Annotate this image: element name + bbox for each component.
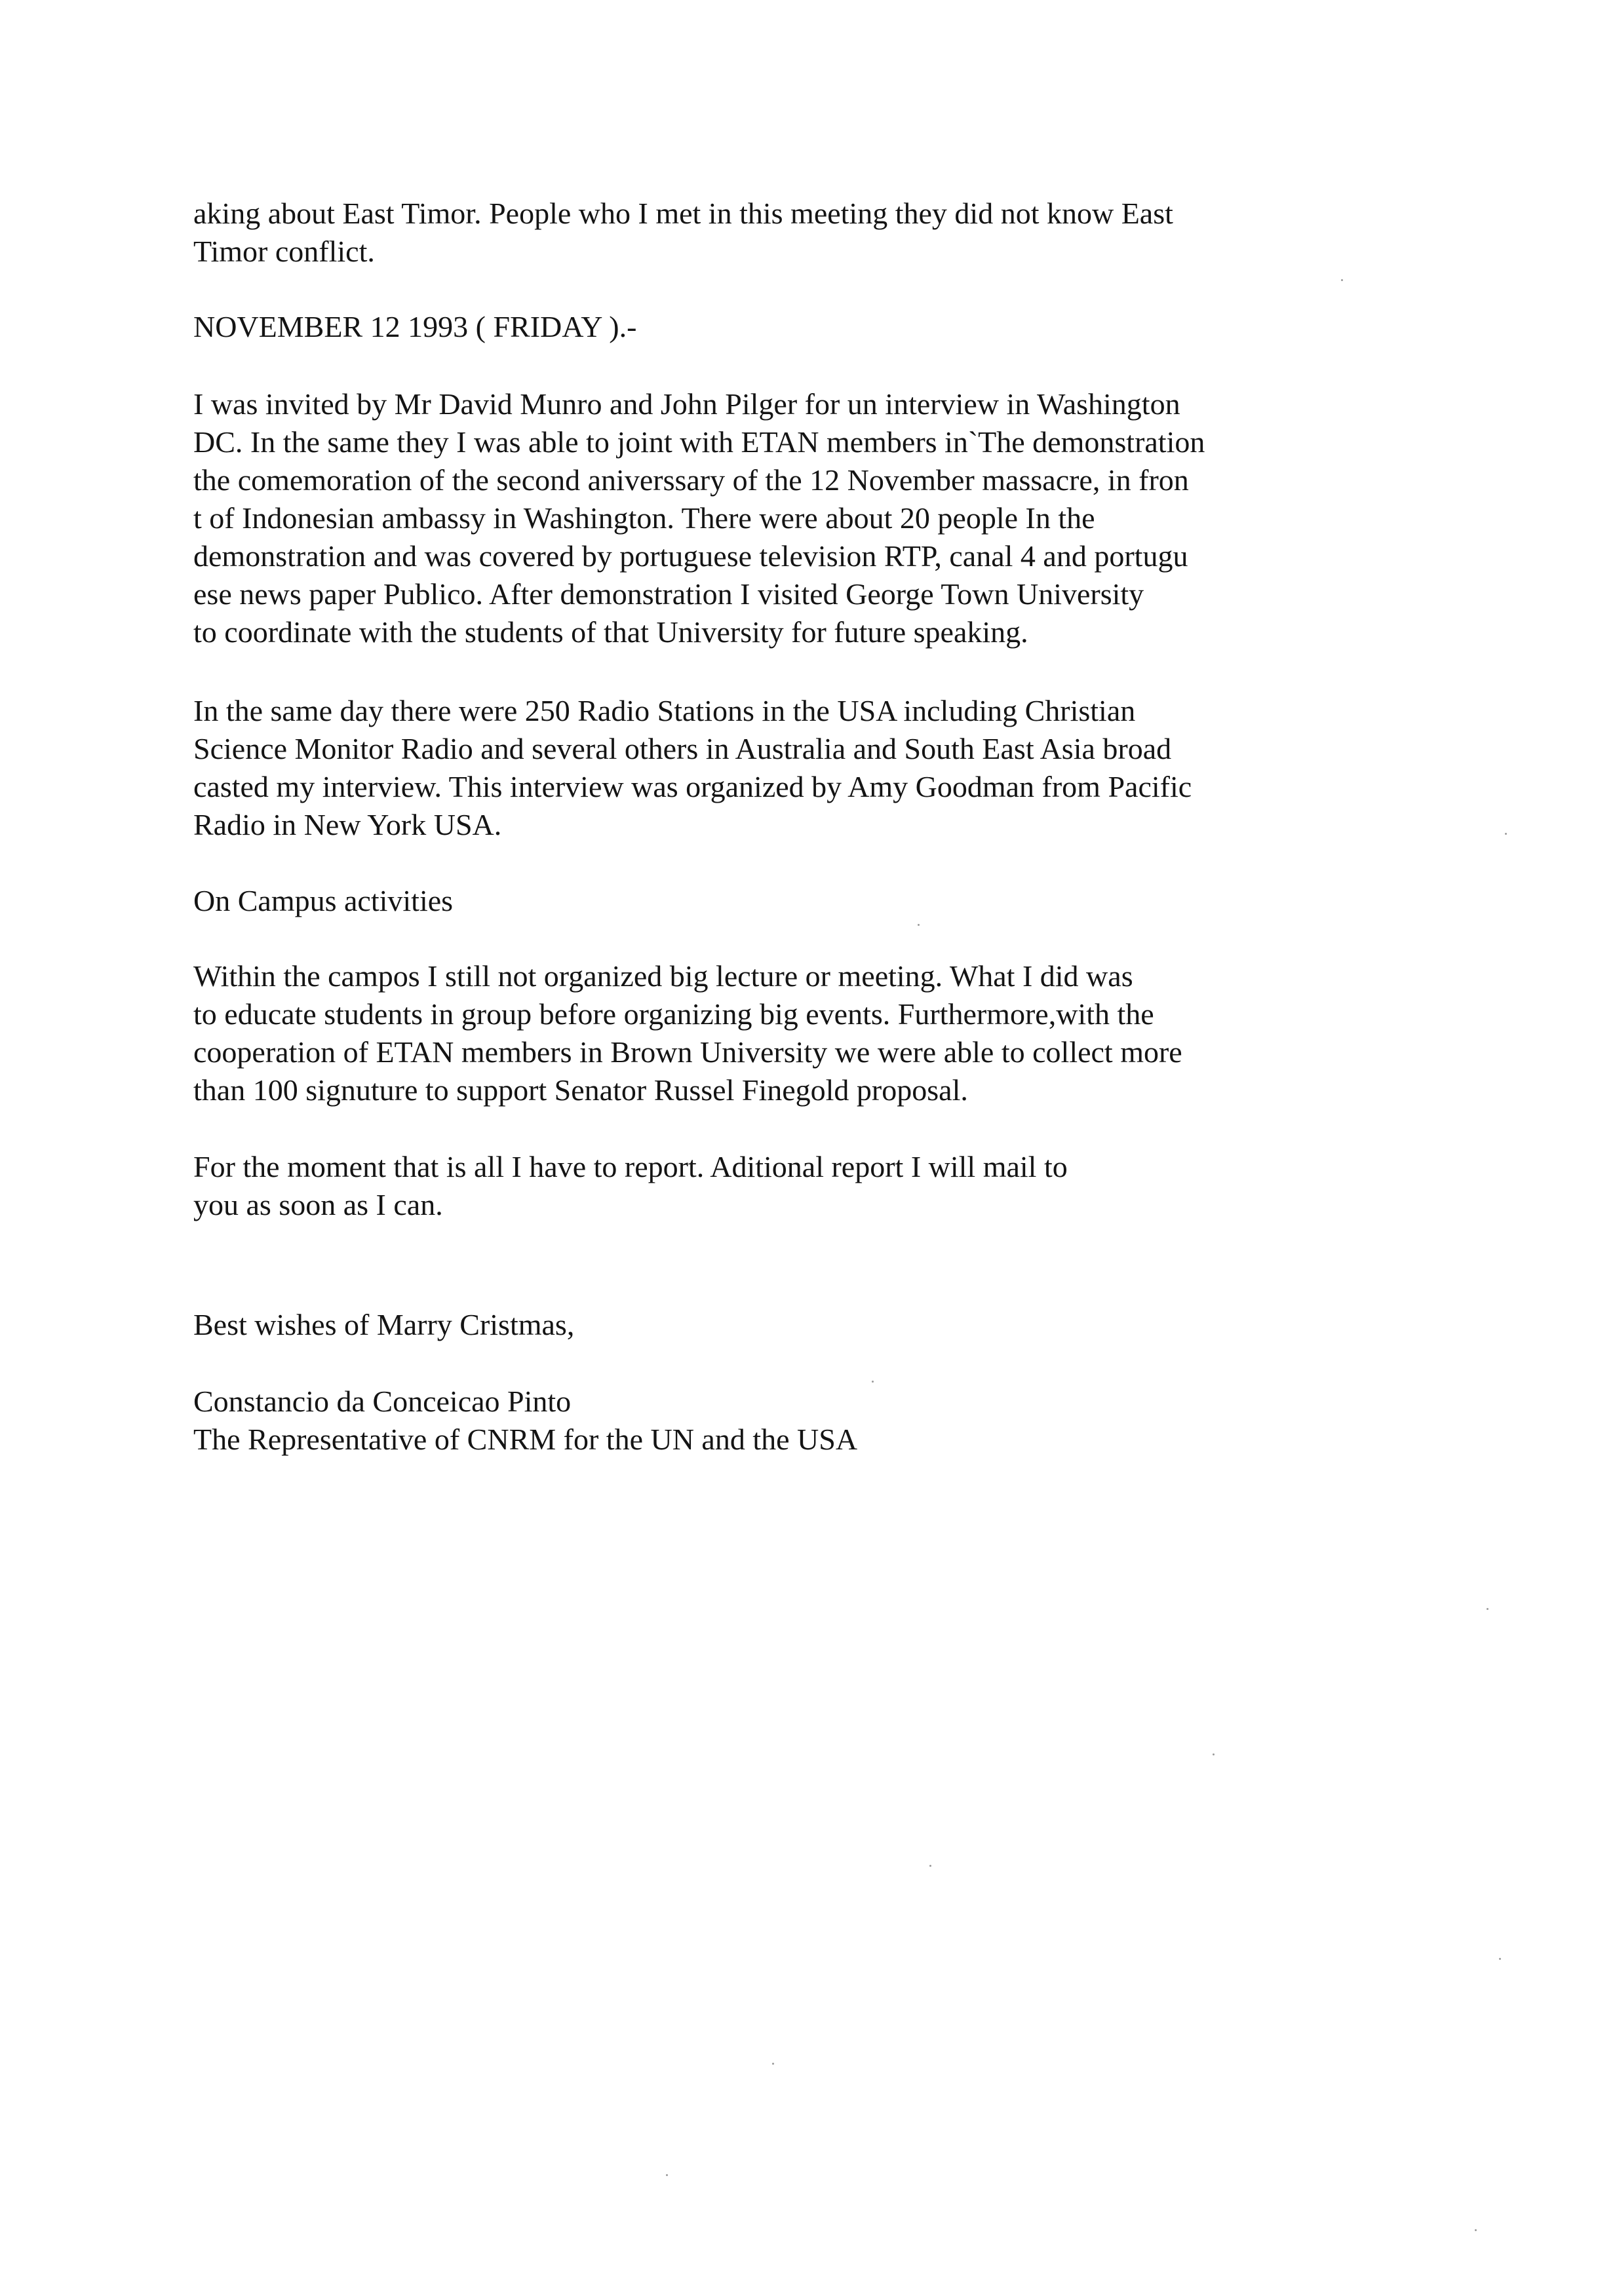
paragraph-washington-demonstration [193, 385, 1205, 651]
text-line: DC. In the same they I was able to joint with ETAN members in`The demonstration [193, 425, 1205, 459]
date-heading [193, 308, 636, 346]
text-line: you as soon as I can. [193, 1188, 443, 1221]
text-line: Science Monitor Radio and several others in Australia and South East Asia broad [193, 732, 1172, 765]
scan-speck [1505, 833, 1507, 835]
section-heading-campus [193, 882, 453, 920]
text-line: Best wishes of Marry Cristmas, [193, 1308, 575, 1341]
scan-speck [1341, 279, 1343, 281]
closing-greeting [193, 1306, 574, 1344]
text-line: t of Indonesian ambassy in Washington. There were about 20 people In the [193, 501, 1095, 535]
text-line: Radio in New York USA. [193, 808, 502, 841]
paragraph-east-timor-intro [193, 195, 1173, 271]
signer-name: Constancio da Conceicao Pinto [193, 1385, 572, 1418]
text-line: the comemoration of the second aniverssary of the 12 November massacre, in fron [193, 463, 1189, 497]
scan-speck [1213, 1753, 1215, 1755]
text-line: cooperation of ETAN members in Brown University we were able to collect more [193, 1035, 1182, 1069]
text-line: NOVEMBER 12 1993 ( FRIDAY ).- [193, 310, 637, 343]
text-line: ese news paper Publico. After demonstration I visited George Town University [193, 577, 1144, 611]
scan-speck [872, 1381, 874, 1383]
text-line: For the moment that is all I have to report. Aditional report I will mail to [193, 1150, 1068, 1183]
signature-block [193, 1383, 857, 1459]
scan-speck [1499, 1958, 1501, 1960]
scan-speck [772, 2063, 774, 2065]
text-line: aking about East Timor. People who I met in this meeting they did not know East [193, 197, 1173, 230]
scan-speck [666, 2174, 668, 2176]
text-line: I was invited by Mr David Munro and John Pilger for un interview in Washington [193, 387, 1180, 421]
text-line: Within the campos I still not organized big lecture or meeting. What I did was [193, 959, 1133, 993]
text-line: demonstration and was covered by portuguese television RTP, canal 4 and portugu [193, 539, 1188, 573]
text-line: On Campus activities [193, 884, 454, 917]
scan-speck [1475, 2229, 1477, 2231]
paragraph-campus-activities [193, 957, 1182, 1109]
scan-speck [918, 924, 920, 926]
text-line: to educate students in group before organizing big events. Furthermore,with the [193, 997, 1154, 1031]
paragraph-radio-interview [193, 692, 1192, 844]
text-line: casted my interview. This interview was organized by Amy Goodman from Pacific [193, 770, 1192, 803]
text-line: In the same day there were 250 Radio Stations in the USA including Christian [193, 694, 1136, 727]
scan-speck [929, 1865, 931, 1867]
text-line: Timor conflict. [193, 235, 375, 268]
signer-title: The Representative of CNRM for the UN and the USA [193, 1423, 858, 1456]
scan-speck [1487, 1608, 1489, 1610]
paragraph-closing-report [193, 1148, 1068, 1224]
text-line: than 100 signuture to support Senator Russel Finegold proposal. [193, 1073, 968, 1107]
text-line: to coordinate with the students of that University for future speaking. [193, 615, 1028, 649]
